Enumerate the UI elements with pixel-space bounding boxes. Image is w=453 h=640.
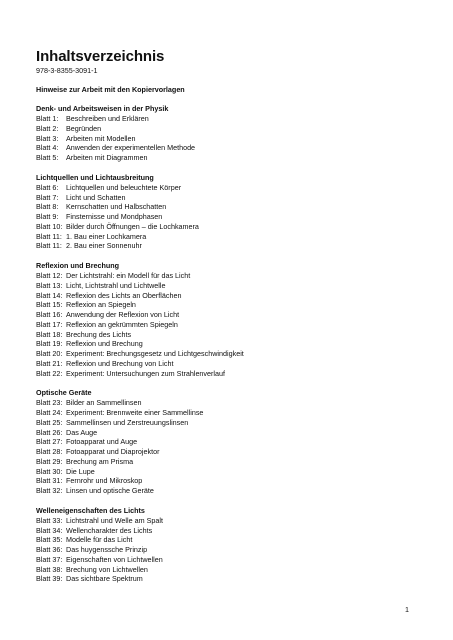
toc-entry	[36, 153, 426, 163]
section-title: Denk- und Arbeitsweisen in der Physik	[36, 104, 169, 113]
toc-entry	[36, 300, 426, 310]
toc-section	[36, 104, 426, 163]
entry-sheet-number: Blatt 18:	[36, 329, 63, 339]
entry-title: Linsen und optische Geräte	[66, 486, 154, 495]
page-number: 1	[405, 605, 409, 614]
entry-sheet-number: Blatt 4:	[36, 143, 59, 153]
entry-sheet-number: Blatt 24:	[36, 408, 63, 417]
entry-sheet-number: Blatt 36:	[36, 545, 63, 554]
page-title: Inhaltsverzeichnis	[36, 48, 165, 65]
entry-title: Sammellinsen und Zerstreuungslinsen	[66, 417, 189, 427]
toc-entry	[36, 281, 426, 291]
entry-title: Finsternisse und Mondphasen	[66, 212, 163, 221]
toc-entry	[36, 437, 426, 447]
toc-entry	[36, 143, 426, 153]
toc-section	[36, 173, 426, 251]
entry-title: Reflexion des Lichts an Oberflächen	[66, 290, 182, 300]
entry-title: Arbeiten mit Diagrammen	[66, 153, 148, 162]
entry-title: Reflexion an gekrümmten Spiegeln	[66, 319, 178, 329]
toc-entry	[36, 526, 426, 536]
entry-title: Der Lichtstrahl: ein Modell für das Licht	[66, 271, 191, 280]
toc-entry	[36, 114, 426, 124]
entry-title: Brechung des Lichts	[66, 329, 132, 339]
entry-title: Reflexion und Brechung von Licht	[66, 358, 174, 368]
entry-sheet-number: Blatt 23:	[36, 398, 63, 408]
entry-sheet-number: Blatt 39:	[36, 574, 63, 584]
toc-section	[36, 261, 426, 378]
entry-sheet-number: Blatt 10:	[36, 221, 63, 231]
toc-entry	[36, 212, 426, 222]
toc-entry	[36, 359, 426, 369]
toc-entry	[36, 555, 426, 565]
entry-title: 1. Bau einer Lochkamera	[66, 231, 147, 241]
entry-sheet-number: Blatt 19:	[36, 339, 63, 349]
entry-sheet-number: Blatt 27:	[36, 437, 63, 447]
entry-title: Fernrohr und Mikroskop	[66, 476, 143, 486]
entry-sheet-number: Blatt 7:	[36, 192, 59, 202]
toc-sections	[36, 104, 426, 584]
entry-sheet-number: Blatt 33:	[36, 515, 63, 525]
entry-sheet-number: Blatt 9:	[36, 212, 59, 221]
entry-sheet-number: Blatt 12:	[36, 271, 63, 280]
toc-entry	[36, 202, 426, 212]
toc-entry	[36, 124, 426, 134]
entry-sheet-number: Blatt 25:	[36, 417, 63, 427]
section-title: Optische Geräte	[36, 388, 92, 398]
entry-sheet-number: Blatt 31:	[36, 476, 63, 486]
entry-sheet-number: Blatt 5:	[36, 153, 59, 162]
entry-sheet-number: Blatt 35:	[36, 535, 63, 545]
entry-title: Arbeiten mit Modellen	[66, 133, 136, 143]
entry-title: Anwendung der Reflexion von Licht	[66, 310, 180, 319]
toc-entry	[36, 535, 426, 545]
section-title: Lichtquellen und Lichtausbreitung	[36, 172, 154, 182]
entry-sheet-number: Blatt 32:	[36, 486, 63, 495]
toc-entry	[36, 476, 426, 486]
toc-entry	[36, 408, 426, 418]
toc-entry	[36, 183, 426, 193]
entry-sheet-number: Blatt 29:	[36, 456, 63, 466]
entry-sheet-number: Blatt 20:	[36, 349, 63, 358]
entry-sheet-number: Blatt 6:	[36, 182, 59, 192]
document-page	[36, 48, 426, 584]
entry-title: Lichtstrahl und Welle am Spalt	[66, 515, 163, 525]
entry-sheet-number: Blatt 17:	[36, 319, 63, 329]
toc-entry	[36, 320, 426, 330]
entry-sheet-number: Blatt 3:	[36, 133, 59, 143]
toc-entry	[36, 134, 426, 144]
entry-sheet-number: Blatt 13:	[36, 280, 63, 290]
toc-entry	[36, 330, 426, 340]
entry-sheet-number: Blatt 11:	[36, 241, 62, 251]
toc-entry	[36, 574, 426, 584]
entry-title: Fotoapparat und Auge	[66, 437, 138, 447]
entry-sheet-number: Blatt 8:	[36, 202, 59, 212]
entry-sheet-number: Blatt 21:	[36, 358, 63, 368]
entry-title: Begründen	[66, 123, 102, 133]
entry-title: Licht und Schatten	[66, 192, 126, 202]
entry-title: Reflexion und Brechung	[66, 339, 143, 349]
toc-entry	[36, 232, 426, 242]
entry-title: Kernschatten und Halbschatten	[66, 202, 167, 212]
toc-entry	[36, 418, 426, 428]
toc-section	[36, 506, 426, 584]
toc-entry	[36, 486, 426, 496]
entry-sheet-number: Blatt 38:	[36, 564, 63, 574]
toc-entry	[36, 447, 426, 457]
toc-entry	[36, 428, 426, 438]
entry-title: Bilder durch Öffnungen – die Lochkamera	[66, 221, 199, 231]
entry-title: Das huygenssche Prinzip	[66, 545, 148, 554]
toc-entry	[36, 310, 426, 320]
toc-entry	[36, 457, 426, 467]
entry-sheet-number: Blatt 2:	[36, 123, 59, 133]
entry-sheet-number: Blatt 37:	[36, 554, 63, 564]
entry-title: Die Lupe	[66, 466, 95, 476]
entry-title: Brechung am Prisma	[66, 456, 134, 466]
entry-title: Lichtquellen und beleuchtete Körper	[66, 182, 182, 192]
section-title: Reflexion und Brechung	[36, 261, 120, 270]
toc-entry	[36, 222, 426, 232]
toc-entry	[36, 349, 426, 359]
entry-title: Bilder an Sammellinsen	[66, 398, 142, 408]
entry-title: Experiment: Brennweite einer Sammellinse	[66, 408, 204, 417]
entry-title: Licht, Lichtstrahl und Lichtwelle	[66, 280, 166, 290]
toc-entry	[36, 398, 426, 408]
entry-sheet-number: Blatt 1:	[36, 114, 59, 123]
entry-title: Modelle für das Licht	[66, 535, 133, 545]
toc-entry	[36, 369, 426, 379]
toc-entry	[36, 339, 426, 349]
toc-entry	[36, 565, 426, 575]
toc-entry	[36, 271, 426, 281]
entry-sheet-number: Blatt 34:	[36, 525, 63, 535]
entry-title: Experiment: Untersuchungen zum Strahlenverlauf	[66, 368, 226, 378]
toc-entry	[36, 545, 426, 555]
entry-sheet-number: Blatt 14:	[36, 290, 63, 300]
entry-sheet-number: Blatt 16:	[36, 310, 63, 319]
toc-entry	[36, 467, 426, 477]
isbn-number: 978-3-8355-3091-1	[36, 66, 98, 75]
toc-section	[36, 388, 426, 496]
entry-sheet-number: Blatt 15:	[36, 300, 63, 310]
entry-sheet-number: Blatt 28:	[36, 447, 63, 456]
entry-sheet-number: Blatt 11:	[36, 231, 62, 241]
toc-entry	[36, 516, 426, 526]
hint-heading: Hinweise zur Arbeit mit den Kopiervorlagen	[36, 85, 185, 94]
entry-title: Wellencharakter des Lichts	[66, 525, 153, 535]
toc-entry	[36, 241, 426, 251]
entry-title: Experiment: Brechungsgesetz und Lichtgeschwindigkeit	[66, 349, 244, 358]
entry-title: Das Auge	[66, 427, 98, 437]
entry-title: Anwenden der experimentellen Methode	[66, 143, 196, 153]
entry-sheet-number: Blatt 22:	[36, 368, 63, 378]
section-title: Welleneigenschaften des Lichts	[36, 505, 145, 515]
entry-title: Das sichtbare Spektrum	[66, 574, 143, 584]
toc-entry	[36, 291, 426, 301]
toc-entry	[36, 193, 426, 203]
entry-title: Eigenschaften von Lichtwellen	[66, 554, 163, 564]
entry-sheet-number: Blatt 26:	[36, 427, 63, 437]
entry-title: 2. Bau einer Sonnenuhr	[66, 241, 142, 251]
entry-title: Fotoapparat und Diaprojektor	[66, 447, 160, 456]
entry-title: Brechung von Lichtwellen	[66, 564, 148, 574]
entry-title: Beschreiben und Erklären	[66, 114, 149, 123]
entry-title: Reflexion an Spiegeln	[66, 300, 136, 310]
entry-sheet-number: Blatt 30:	[36, 466, 63, 476]
